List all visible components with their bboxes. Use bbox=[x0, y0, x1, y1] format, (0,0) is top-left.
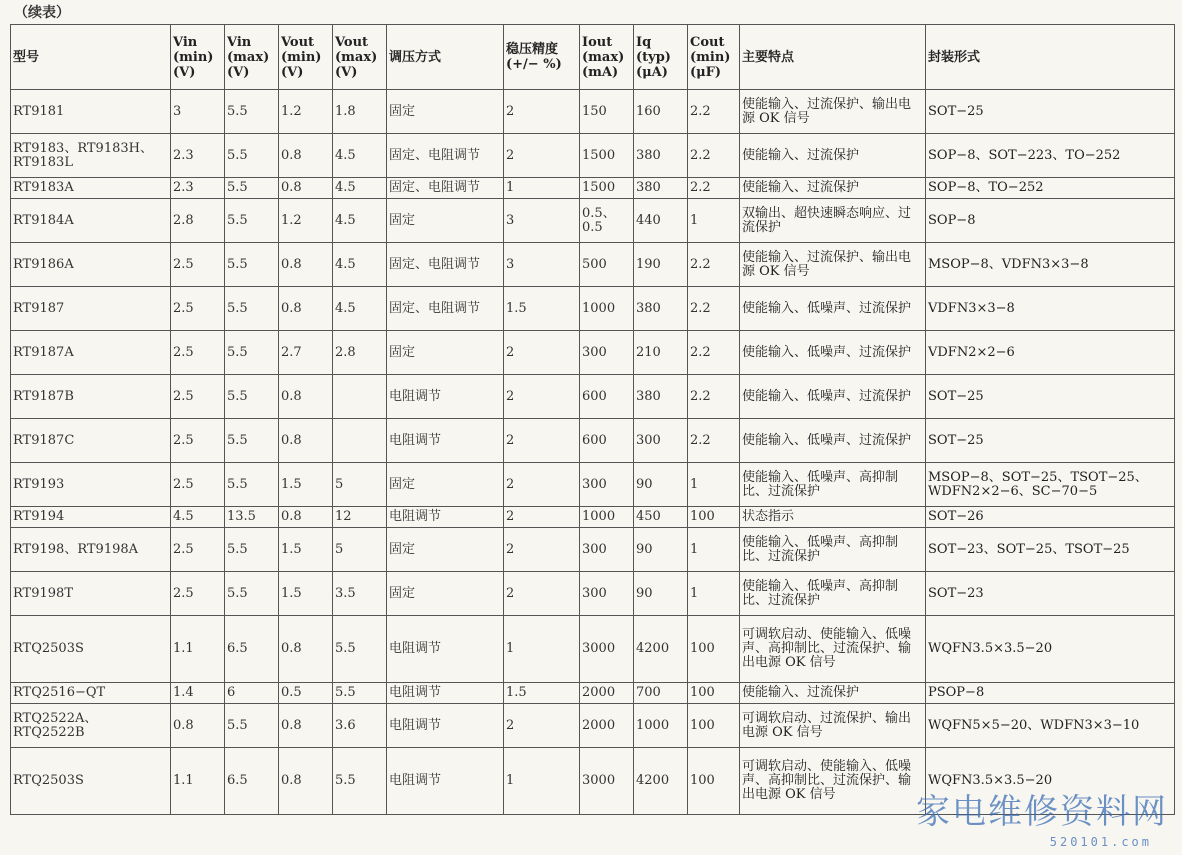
cell-vout-max: 4.5 bbox=[333, 134, 387, 178]
cell-vin-max: 5.5 bbox=[225, 178, 279, 199]
cell-vin-min: 2.5 bbox=[171, 572, 225, 616]
cell-cout: 100 bbox=[688, 616, 740, 683]
cell-vin-min: 2.8 bbox=[171, 199, 225, 243]
cell-vout-min: 0.8 bbox=[279, 704, 333, 748]
cell-model: RT9183A bbox=[11, 178, 171, 199]
cell-iout: 150 bbox=[580, 90, 634, 134]
cell-mode: 电阻调节 bbox=[387, 375, 504, 419]
cell-iout: 300 bbox=[580, 572, 634, 616]
cell-acc: 1.5 bbox=[504, 287, 580, 331]
cell-vin-min: 2.5 bbox=[171, 463, 225, 507]
cell-vin-max: 5.5 bbox=[225, 528, 279, 572]
cell-model: RTQ2522A、RTQ2522B bbox=[11, 704, 171, 748]
cell-vout-min: 1.5 bbox=[279, 528, 333, 572]
cell-cout: 100 bbox=[688, 683, 740, 704]
column-header: 型号 bbox=[11, 25, 171, 90]
table-row bbox=[11, 90, 1175, 134]
column-header: Iout (max) (mA) bbox=[580, 25, 634, 90]
cell-acc: 1.5 bbox=[504, 683, 580, 704]
cell-pkg: WQFN3.5×3.5−20 bbox=[926, 616, 1175, 683]
cell-iout: 1500 bbox=[580, 178, 634, 199]
cell-model: RT9198T bbox=[11, 572, 171, 616]
cell-pkg: SOT−26 bbox=[926, 507, 1175, 528]
cell-vout-max: 4.5 bbox=[333, 199, 387, 243]
cell-vout-max bbox=[333, 419, 387, 463]
cell-vout-max: 1.8 bbox=[333, 90, 387, 134]
cell-cout: 1 bbox=[688, 199, 740, 243]
cell-vout-min: 0.8 bbox=[279, 243, 333, 287]
cell-iq: 380 bbox=[634, 134, 688, 178]
cell-model: RT9194 bbox=[11, 507, 171, 528]
cell-iq: 90 bbox=[634, 572, 688, 616]
cell-vin-min: 0.8 bbox=[171, 704, 225, 748]
cell-vin-max: 5.5 bbox=[225, 463, 279, 507]
cell-pkg: PSOP−8 bbox=[926, 683, 1175, 704]
watermark-url: 520101.com bbox=[1049, 835, 1152, 849]
cell-iout: 3000 bbox=[580, 616, 634, 683]
cell-model: RT9193 bbox=[11, 463, 171, 507]
table-row bbox=[11, 287, 1175, 331]
column-header: Vin (max) (V) bbox=[225, 25, 279, 90]
watermark-logo: 家电维修资料网 bbox=[916, 792, 1168, 832]
cell-iq: 380 bbox=[634, 178, 688, 199]
cell-vin-min: 2.5 bbox=[171, 528, 225, 572]
cell-mode: 固定 bbox=[387, 90, 504, 134]
cell-feat: 使能输入、低噪声、高抑制比、过流保护 bbox=[740, 572, 926, 616]
cell-mode: 电阻调节 bbox=[387, 683, 504, 704]
table-row bbox=[11, 507, 1175, 528]
cell-vin-max: 6.5 bbox=[225, 748, 279, 815]
cell-acc: 2 bbox=[504, 375, 580, 419]
table-header-row bbox=[11, 25, 1175, 90]
cell-model: RTQ2503S bbox=[11, 748, 171, 815]
table-row bbox=[11, 683, 1175, 704]
cell-pkg: VDFN3×3−8 bbox=[926, 287, 1175, 331]
cell-mode: 电阻调节 bbox=[387, 507, 504, 528]
cell-iq: 190 bbox=[634, 243, 688, 287]
cell-vin-min: 2.5 bbox=[171, 375, 225, 419]
cell-feat: 使能输入、低噪声、过流保护 bbox=[740, 331, 926, 375]
cell-vout-max: 5.5 bbox=[333, 683, 387, 704]
cell-model: RT9187B bbox=[11, 375, 171, 419]
cell-pkg: SOT−25 bbox=[926, 90, 1175, 134]
cell-pkg: SOT−23、SOT−25、TSOT−25 bbox=[926, 528, 1175, 572]
table-row bbox=[11, 375, 1175, 419]
cell-feat: 使能输入、低噪声、过流保护 bbox=[740, 375, 926, 419]
cell-acc: 2 bbox=[504, 331, 580, 375]
cell-acc: 3 bbox=[504, 199, 580, 243]
cell-acc: 2 bbox=[504, 572, 580, 616]
table-row bbox=[11, 419, 1175, 463]
cell-pkg: SOP−8、TO−252 bbox=[926, 178, 1175, 199]
cell-pkg: SOP−8 bbox=[926, 199, 1175, 243]
cell-acc: 1 bbox=[504, 178, 580, 199]
cell-iout: 300 bbox=[580, 463, 634, 507]
cell-vout-min: 1.2 bbox=[279, 90, 333, 134]
cell-vout-max: 12 bbox=[333, 507, 387, 528]
cell-acc: 2 bbox=[504, 90, 580, 134]
cell-iout: 600 bbox=[580, 419, 634, 463]
table-row bbox=[11, 178, 1175, 199]
cell-feat: 可调软启动、过流保护、输出电源 OK 信号 bbox=[740, 704, 926, 748]
cell-cout: 1 bbox=[688, 572, 740, 616]
cell-vin-max: 5.5 bbox=[225, 331, 279, 375]
cell-vout-min: 1.5 bbox=[279, 463, 333, 507]
cell-model: RTQ2503S bbox=[11, 616, 171, 683]
cell-model: RT9198、RT9198A bbox=[11, 528, 171, 572]
cell-cout: 2.2 bbox=[688, 375, 740, 419]
cell-feat: 双输出、超快速瞬态响应、过流保护 bbox=[740, 199, 926, 243]
cell-model: RT9186A bbox=[11, 243, 171, 287]
cell-acc: 2 bbox=[504, 463, 580, 507]
cell-pkg: MSOP−8、SOT−25、TSOT−25、WDFN2×2−6、SC−70−5 bbox=[926, 463, 1175, 507]
cell-vout-max: 5 bbox=[333, 463, 387, 507]
cell-iq: 380 bbox=[634, 287, 688, 331]
cell-pkg: SOT−25 bbox=[926, 375, 1175, 419]
cell-vout-min: 1.5 bbox=[279, 572, 333, 616]
cell-mode: 固定 bbox=[387, 572, 504, 616]
cell-iq: 440 bbox=[634, 199, 688, 243]
cell-iout: 600 bbox=[580, 375, 634, 419]
cell-iq: 210 bbox=[634, 331, 688, 375]
cell-cout: 2.2 bbox=[688, 178, 740, 199]
cell-model: RT9183、RT9183H、RT9183L bbox=[11, 134, 171, 178]
cell-acc: 2 bbox=[504, 419, 580, 463]
cell-vout-max: 4.5 bbox=[333, 178, 387, 199]
cell-vin-max: 6.5 bbox=[225, 616, 279, 683]
cell-model: RT9184A bbox=[11, 199, 171, 243]
cell-vout-max: 2.8 bbox=[333, 331, 387, 375]
cell-vout-max: 5.5 bbox=[333, 616, 387, 683]
table-row bbox=[11, 572, 1175, 616]
cell-vout-max: 5.5 bbox=[333, 748, 387, 815]
cell-feat: 使能输入、低噪声、高抑制比、过流保护 bbox=[740, 463, 926, 507]
cell-iq: 90 bbox=[634, 528, 688, 572]
cell-vin-max: 5.5 bbox=[225, 287, 279, 331]
cell-vin-max: 5.5 bbox=[225, 419, 279, 463]
column-header: 稳压精度 (+/− %) bbox=[504, 25, 580, 90]
cell-iq: 4200 bbox=[634, 748, 688, 815]
cell-feat: 使能输入、过流保护 bbox=[740, 683, 926, 704]
cell-vin-min: 1.4 bbox=[171, 683, 225, 704]
table-row bbox=[11, 528, 1175, 572]
cell-acc: 3 bbox=[504, 243, 580, 287]
cell-iq: 300 bbox=[634, 419, 688, 463]
cell-pkg: MSOP−8、VDFN3×3−8 bbox=[926, 243, 1175, 287]
cell-cout: 100 bbox=[688, 704, 740, 748]
cell-mode: 电阻调节 bbox=[387, 748, 504, 815]
cell-mode: 固定、电阻调节 bbox=[387, 178, 504, 199]
cell-acc: 1 bbox=[504, 748, 580, 815]
cell-iout: 300 bbox=[580, 528, 634, 572]
cell-pkg: VDFN2×2−6 bbox=[926, 331, 1175, 375]
cell-vin-min: 1.1 bbox=[171, 616, 225, 683]
cell-iout: 3000 bbox=[580, 748, 634, 815]
cell-cout: 1 bbox=[688, 528, 740, 572]
cell-iout: 1500 bbox=[580, 134, 634, 178]
cell-cout: 2.2 bbox=[688, 419, 740, 463]
cell-vin-max: 5.5 bbox=[225, 572, 279, 616]
table-row bbox=[11, 331, 1175, 375]
cell-vin-max: 5.5 bbox=[225, 90, 279, 134]
cell-cout: 100 bbox=[688, 748, 740, 815]
column-header: 调压方式 bbox=[387, 25, 504, 90]
column-header: 主要特点 bbox=[740, 25, 926, 90]
cell-model: RT9181 bbox=[11, 90, 171, 134]
cell-acc: 1 bbox=[504, 616, 580, 683]
cell-mode: 电阻调节 bbox=[387, 704, 504, 748]
cell-cout: 100 bbox=[688, 507, 740, 528]
cell-pkg: SOT−23 bbox=[926, 572, 1175, 616]
cell-feat: 可调软启动、使能输入、低噪声、高抑制比、过流保护、输出电源 OK 信号 bbox=[740, 616, 926, 683]
table-row bbox=[11, 134, 1175, 178]
cell-iq: 450 bbox=[634, 507, 688, 528]
cell-pkg: WQFN3.5×3.5−20 bbox=[926, 748, 1175, 815]
cell-feat: 使能输入、过流保护、输出电源 OK 信号 bbox=[740, 243, 926, 287]
cell-pkg: SOT−25 bbox=[926, 419, 1175, 463]
cell-feat: 状态指示 bbox=[740, 507, 926, 528]
cell-model: RT9187 bbox=[11, 287, 171, 331]
cell-vout-max: 5 bbox=[333, 528, 387, 572]
cell-iout: 0.5、0.5 bbox=[580, 199, 634, 243]
cell-mode: 电阻调节 bbox=[387, 419, 504, 463]
cell-feat: 使能输入、低噪声、过流保护 bbox=[740, 419, 926, 463]
cell-vin-min: 2.3 bbox=[171, 178, 225, 199]
column-header: Iq (typ) (μA) bbox=[634, 25, 688, 90]
cell-acc: 2 bbox=[504, 134, 580, 178]
cell-iq: 1000 bbox=[634, 704, 688, 748]
cell-model: RT9187C bbox=[11, 419, 171, 463]
cell-vout-min: 0.8 bbox=[279, 419, 333, 463]
column-header: Vout (min) (V) bbox=[279, 25, 333, 90]
ldo-spec-table bbox=[10, 24, 1175, 815]
cell-vin-max: 13.5 bbox=[225, 507, 279, 528]
cell-vin-min: 1.1 bbox=[171, 748, 225, 815]
column-header: Cout (min) (μF) bbox=[688, 25, 740, 90]
cell-vin-max: 5.5 bbox=[225, 375, 279, 419]
cell-vin-max: 6 bbox=[225, 683, 279, 704]
cell-vout-min: 0.8 bbox=[279, 134, 333, 178]
cell-vin-min: 2.5 bbox=[171, 243, 225, 287]
cell-vin-max: 5.5 bbox=[225, 134, 279, 178]
cell-vout-min: 0.8 bbox=[279, 287, 333, 331]
cell-mode: 固定、电阻调节 bbox=[387, 134, 504, 178]
column-header: 封装形式 bbox=[926, 25, 1175, 90]
cell-vin-min: 3 bbox=[171, 90, 225, 134]
cell-acc: 2 bbox=[504, 704, 580, 748]
cell-pkg: SOP−8、SOT−223、TO−252 bbox=[926, 134, 1175, 178]
cell-iout: 1000 bbox=[580, 507, 634, 528]
cell-iq: 700 bbox=[634, 683, 688, 704]
cell-cout: 2.2 bbox=[688, 287, 740, 331]
cell-vout-max: 3.6 bbox=[333, 704, 387, 748]
cell-model: RTQ2516−QT bbox=[11, 683, 171, 704]
cell-vout-min: 0.8 bbox=[279, 375, 333, 419]
cell-vout-min: 0.5 bbox=[279, 683, 333, 704]
cell-iout: 1000 bbox=[580, 287, 634, 331]
cell-feat: 可调软启动、使能输入、低噪声、高抑制比、过流保护、输出电源 OK 信号 bbox=[740, 748, 926, 815]
cell-vin-min: 2.5 bbox=[171, 419, 225, 463]
cell-acc: 2 bbox=[504, 507, 580, 528]
cell-iq: 160 bbox=[634, 90, 688, 134]
cell-vout-min: 0.8 bbox=[279, 616, 333, 683]
cell-vout-min: 1.2 bbox=[279, 199, 333, 243]
cell-cout: 1 bbox=[688, 463, 740, 507]
cell-cout: 2.2 bbox=[688, 331, 740, 375]
cell-mode: 固定、电阻调节 bbox=[387, 243, 504, 287]
cell-mode: 电阻调节 bbox=[387, 616, 504, 683]
cell-iout: 2000 bbox=[580, 704, 634, 748]
table-row bbox=[11, 243, 1175, 287]
cell-vin-max: 5.5 bbox=[225, 704, 279, 748]
cell-vin-min: 2.5 bbox=[171, 287, 225, 331]
table-row bbox=[11, 616, 1175, 683]
cell-iq: 380 bbox=[634, 375, 688, 419]
cell-pkg: WQFN5×5−20、WDFN3×3−10 bbox=[926, 704, 1175, 748]
cell-acc: 2 bbox=[504, 528, 580, 572]
cell-iout: 300 bbox=[580, 331, 634, 375]
cell-vout-max: 3.5 bbox=[333, 572, 387, 616]
cell-feat: 使能输入、低噪声、过流保护 bbox=[740, 287, 926, 331]
cell-mode: 固定 bbox=[387, 463, 504, 507]
cell-vin-min: 2.5 bbox=[171, 331, 225, 375]
cell-feat: 使能输入、低噪声、高抑制比、过流保护 bbox=[740, 528, 926, 572]
cell-mode: 固定、电阻调节 bbox=[387, 287, 504, 331]
cell-feat: 使能输入、过流保护 bbox=[740, 134, 926, 178]
cell-vout-max: 4.5 bbox=[333, 243, 387, 287]
cell-vout-min: 0.8 bbox=[279, 178, 333, 199]
cell-vout-min: 0.8 bbox=[279, 748, 333, 815]
table-caption: （续表） bbox=[14, 5, 70, 21]
cell-vout-min: 2.7 bbox=[279, 331, 333, 375]
column-header: Vin (min) (V) bbox=[171, 25, 225, 90]
cell-vout-max: 4.5 bbox=[333, 287, 387, 331]
cell-mode: 固定 bbox=[387, 331, 504, 375]
cell-cout: 2.2 bbox=[688, 90, 740, 134]
cell-cout: 2.2 bbox=[688, 243, 740, 287]
table-row bbox=[11, 463, 1175, 507]
cell-vin-min: 4.5 bbox=[171, 507, 225, 528]
cell-vout-max bbox=[333, 375, 387, 419]
cell-model: RT9187A bbox=[11, 331, 171, 375]
column-header: Vout (max) (V) bbox=[333, 25, 387, 90]
cell-cout: 2.2 bbox=[688, 134, 740, 178]
cell-vout-min: 0.8 bbox=[279, 507, 333, 528]
cell-iq: 90 bbox=[634, 463, 688, 507]
cell-mode: 固定 bbox=[387, 199, 504, 243]
cell-vin-max: 5.5 bbox=[225, 243, 279, 287]
cell-iout: 500 bbox=[580, 243, 634, 287]
table-row bbox=[11, 704, 1175, 748]
cell-vin-max: 5.5 bbox=[225, 199, 279, 243]
cell-vin-min: 2.3 bbox=[171, 134, 225, 178]
cell-iout: 2000 bbox=[580, 683, 634, 704]
cell-iq: 4200 bbox=[634, 616, 688, 683]
cell-feat: 使能输入、过流保护 bbox=[740, 178, 926, 199]
cell-mode: 固定 bbox=[387, 528, 504, 572]
cell-feat: 使能输入、过流保护、输出电源 OK 信号 bbox=[740, 90, 926, 134]
table-row bbox=[11, 199, 1175, 243]
